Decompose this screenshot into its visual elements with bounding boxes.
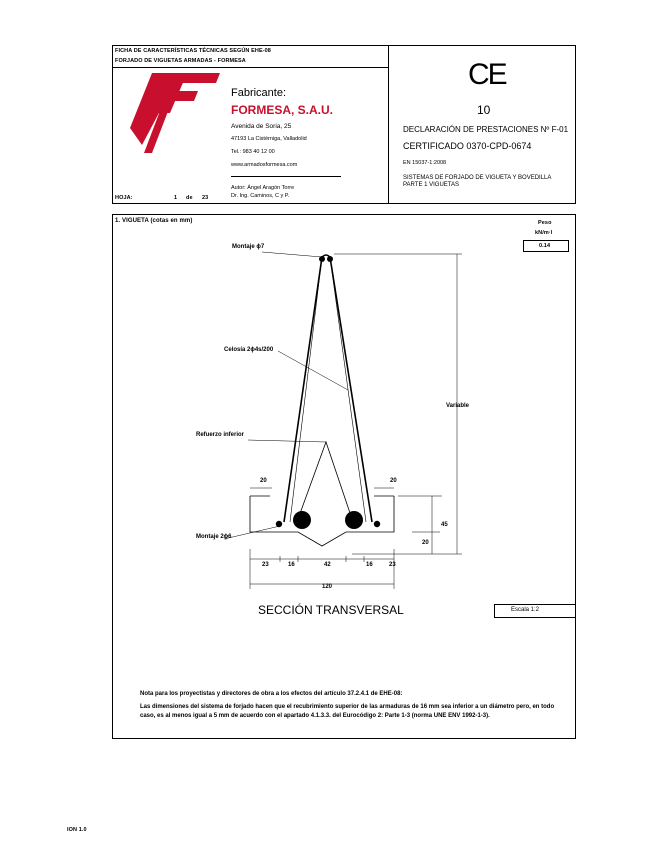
celosia-label: Celosía 2ϕ4s/200 [224, 347, 274, 353]
norma: EN 15037-1:2008 [403, 160, 447, 166]
montaje-bottom-label: Montaje 2ϕ6 [196, 534, 232, 540]
peso-label: Peso [538, 220, 552, 226]
dim-23-right: 23 [389, 562, 396, 568]
hoja-label: HOJA: [115, 195, 133, 201]
peso-value: 0.14 [539, 243, 551, 249]
sistema-line1: SISTEMAS DE FORJADO DE VIGUETA Y BOVEDILLA [403, 175, 552, 181]
autor-title: Dr. Ing. Caminos, C y P. [231, 193, 290, 199]
dim-23-left: 23 [262, 562, 269, 568]
dim-120: 120 [322, 584, 333, 590]
note-heading: Nota para los proyectistas y directores de obra a los efectos del artículo 37.2.4.1 de EHE-08: [140, 691, 403, 697]
company-city: 47193 La Cistérniga, Valladolid [231, 136, 307, 142]
doc-title-line2: FORJADO DE VIGUETAS ARMADAS - FORMESA [115, 58, 246, 64]
dim-20-right: 20 [390, 478, 397, 484]
company-address: Avenida de Soria, 25 [231, 123, 292, 130]
ce-mark: CE [468, 58, 506, 91]
refuerzo-label: Refuerzo inferior [196, 432, 245, 438]
dim-45: 45 [441, 522, 448, 528]
ce-number: 10 [477, 103, 491, 117]
section-title: 1. VIGUETA (cotas en mm) [115, 218, 193, 224]
doc-title-line1: FICHA DE CARACTERÍSTICAS TÉCNICAS SEGÚN EHE-08 [115, 48, 271, 54]
note-body: Las dimensiones del sistema de forjado hacen que el recubrimiento superior de las armaduras de 16 mm sea inferior a un diámetro pero, en todo caso, es al menos igual a 5 mm de acuerdo con el apartado 4.1.3.3. del Eurocódigo 2: Parte 1-3 (norma UNE ENV 1992-1-3). [140, 704, 555, 719]
certificado: CERTIFICADO 0370-CPD-0674 [403, 141, 532, 151]
peso-unit: kN/m·l [535, 230, 553, 236]
web-underline [231, 176, 341, 177]
dim-16-right: 16 [366, 562, 373, 568]
autor: Autor: Ángel Aragón Torre [231, 185, 295, 191]
variable-label: Variable [446, 403, 470, 409]
montaje-top-label: Montaje ϕ7 [232, 244, 265, 250]
company-web: www.armadosformesa.com [231, 162, 298, 168]
title-underline [112, 67, 388, 68]
hoja-total: 23 [202, 195, 209, 201]
company-phone: Tel.: 983 40 12 00 [231, 149, 275, 155]
seccion-title: SECCIÓN TRANSVERSAL [258, 603, 404, 617]
header-divider [388, 45, 389, 204]
company-name: FORMESA, S.A.U. [231, 103, 334, 117]
dim-20-left: 20 [260, 478, 267, 484]
dim-42: 42 [324, 562, 331, 568]
fabricante-label: Fabricante: [231, 87, 287, 99]
hoja-de: de [186, 195, 193, 201]
hoja-num: 1 [174, 195, 178, 201]
dim-16-left: 16 [288, 562, 295, 568]
escala-label: Escala 1:2 [511, 607, 540, 613]
dim-20-vertical: 20 [422, 540, 429, 546]
edition-footer: ION 1.0 [67, 827, 87, 833]
formesa-logo [130, 73, 220, 153]
sistema-line2: PARTE 1 VIGUETAS [403, 182, 460, 188]
declaracion: DECLARACIÓN DE PRESTACIONES Nº F-01 [403, 125, 569, 134]
cross-section-drawing [112, 214, 576, 614]
